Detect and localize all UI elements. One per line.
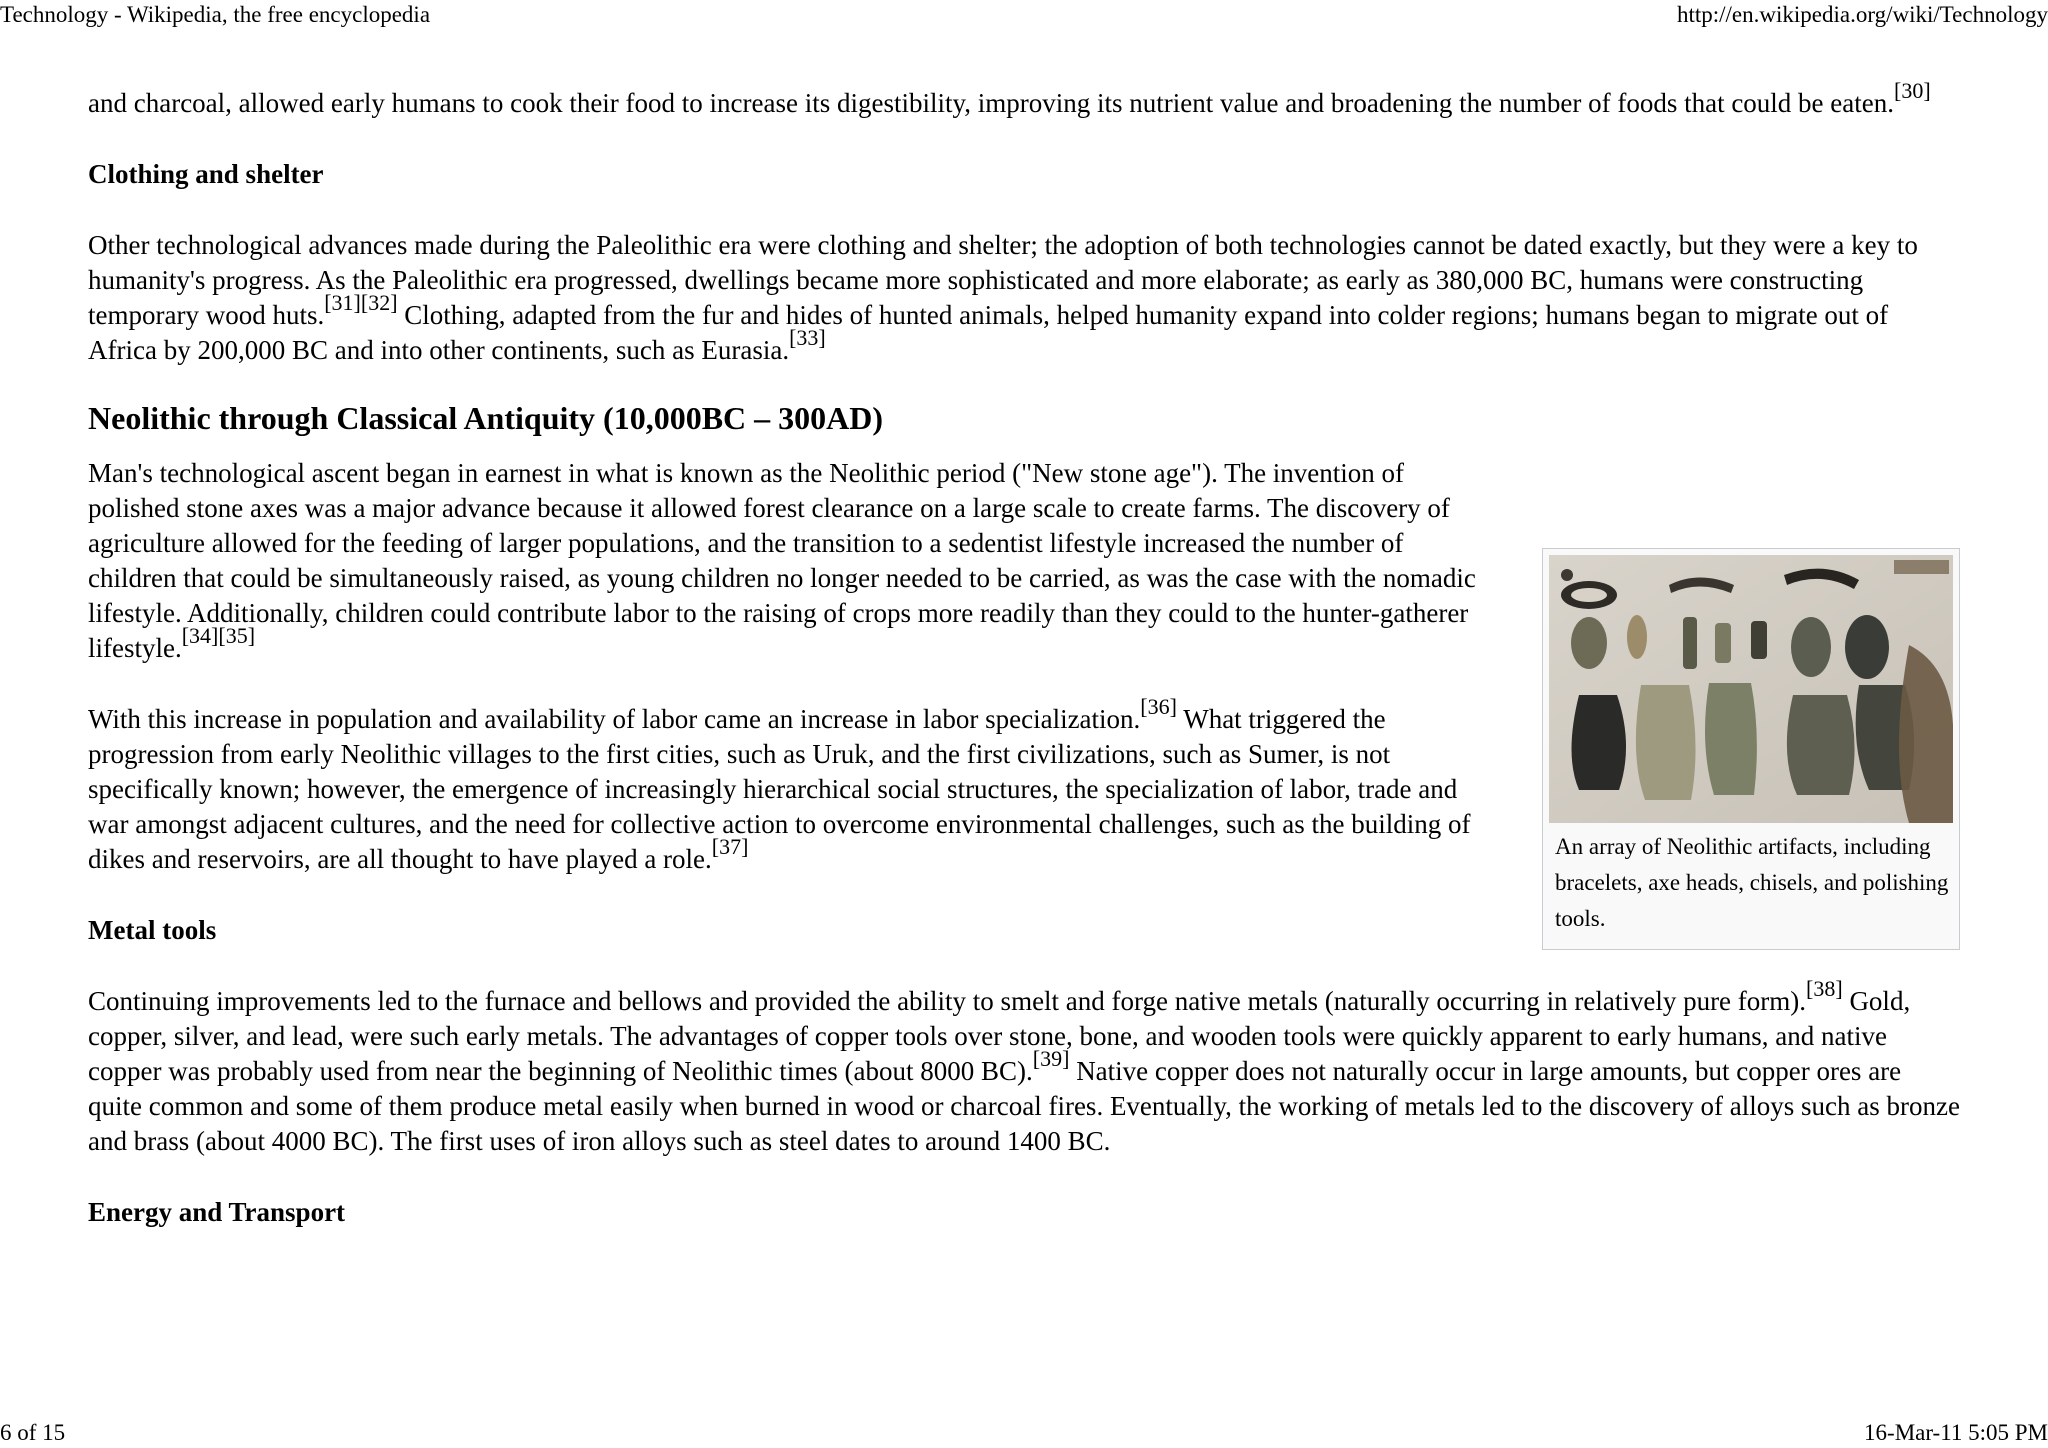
citation-39[interactable]: [39]	[1032, 1046, 1070, 1071]
print-header	[0, 0, 2048, 30]
neolithic-artifacts-image[interactable]	[1549, 555, 1953, 823]
paragraph-metal-tools: Continuing improvements led to the furnace and bellows and provided the ability to smelt and forge native metals (naturally occurring in relatively pure form).[38] Gold, copper, silver, and lead, were such early metals. The advantages of copper tools over stone, bone, and wooden tools were quickly apparent to early humans, and native copper was probably used from near the beginning of Neolithic times (about 8000 BC).[39] Native copper does not naturally occur in large amounts, but copper ores are quite common and some of them produce metal easily when burned in wood or charcoal fires. Eventually, the working of metals led to the discovery of alloys such as bronze and brass (about 4000 BC). The first uses of iron alloys such as steel dates to around 1400 BC.	[88, 976, 1960, 1156]
citation-33[interactable]: [33]	[789, 325, 826, 350]
citation-30[interactable]: [30]	[1894, 78, 1931, 103]
heading-neolithic: Neolithic through Classical Antiquity (10,000BC – 300AD)	[88, 400, 884, 436]
citation-31[interactable]: [31]	[324, 290, 361, 315]
page-number: 6 of 15	[0, 1420, 66, 1445]
citation-34[interactable]: [34]	[181, 623, 219, 648]
citation-35[interactable]: [35]	[218, 623, 256, 648]
print-footer	[0, 1418, 2048, 1448]
paragraph-intro: and charcoal, allowed early humans to cook their food to increase its digestibility, improving its nutrient value and broadening the number of foods that could be eaten.[30]	[88, 78, 1931, 118]
heading-energy-and-transport: Energy and Transport	[88, 1197, 346, 1227]
heading-clothing-and-shelter: Clothing and shelter	[88, 159, 324, 189]
page-title: Technology - Wikipedia, the free encyclopedia	[0, 2, 431, 27]
figure-neolithic-artifacts	[1542, 548, 1960, 950]
paragraph-clothing: Other technological advances made during the Paleolithic era were clothing and shelter; the adoption of both technologies cannot be dated exactly, but they were a key to humanity's progress. As the Paleolithic era progressed, dwellings became more sophisticated and more elaborate; as early as 380,000 BC, humans were constructing temporary wood huts.[31][32] Clothing, adapted from the fur and hides of hunted animals, helped humanity expand into colder regions; humans began to migrate out of Africa by 200,000 BC and into other continents, such as Eurasia.[33]	[88, 230, 1918, 365]
neolithic-text-column	[88, 456, 1498, 877]
citation-38[interactable]: [38]	[1806, 976, 1843, 1001]
paragraph-neolithic-2: With this increase in population and availability of labor came an increase in labor specialization.[36] What triggered the progression from early Neolithic villages to the first cities, such as Uruk, and the first civilizations, such as Sumer, is not specifically known; however, the emergence of increasingly hierarchical social structures, the specialization of labor, trade and war amongst adjacent cultures, and the need for collective action to overcome environmental challenges, such as the building of dikes and reservoirs, are all thought to have played a role.[37]	[88, 694, 1471, 874]
paragraph-neolithic-1: Man's technological ascent began in earnest in what is known as the Neolithic period ("New stone age"). The invention of polished stone axes was a major advance because it allowed forest clearance on a large scale to create farms. The discovery of agriculture allowed for the feeding of larger populations, and the transition to a sedentist lifestyle increased the number of children that could be simultaneously raised, as young children no longer needed to be carried, as was the case with the nomadic lifestyle. Additionally, children could contribute labor to the raising of crops more readily than they could to the hunter-gatherer lifestyle.[34][35]	[88, 458, 1476, 663]
heading-metal-tools: Metal tools	[88, 915, 217, 945]
figure-caption: An array of Neolithic artifacts, including bracelets, axe heads, chisels, and polishing tools.	[1555, 834, 1949, 931]
page-url[interactable]: http://en.wikipedia.org/wiki/Technology	[1676, 2, 2048, 27]
citation-32[interactable]: [32]	[360, 290, 398, 315]
citation-36[interactable]: [36]	[1140, 694, 1177, 719]
print-datetime: 16-Mar-11 5:05 PM	[1864, 1420, 2048, 1445]
citation-37[interactable]: [37]	[711, 834, 749, 859]
